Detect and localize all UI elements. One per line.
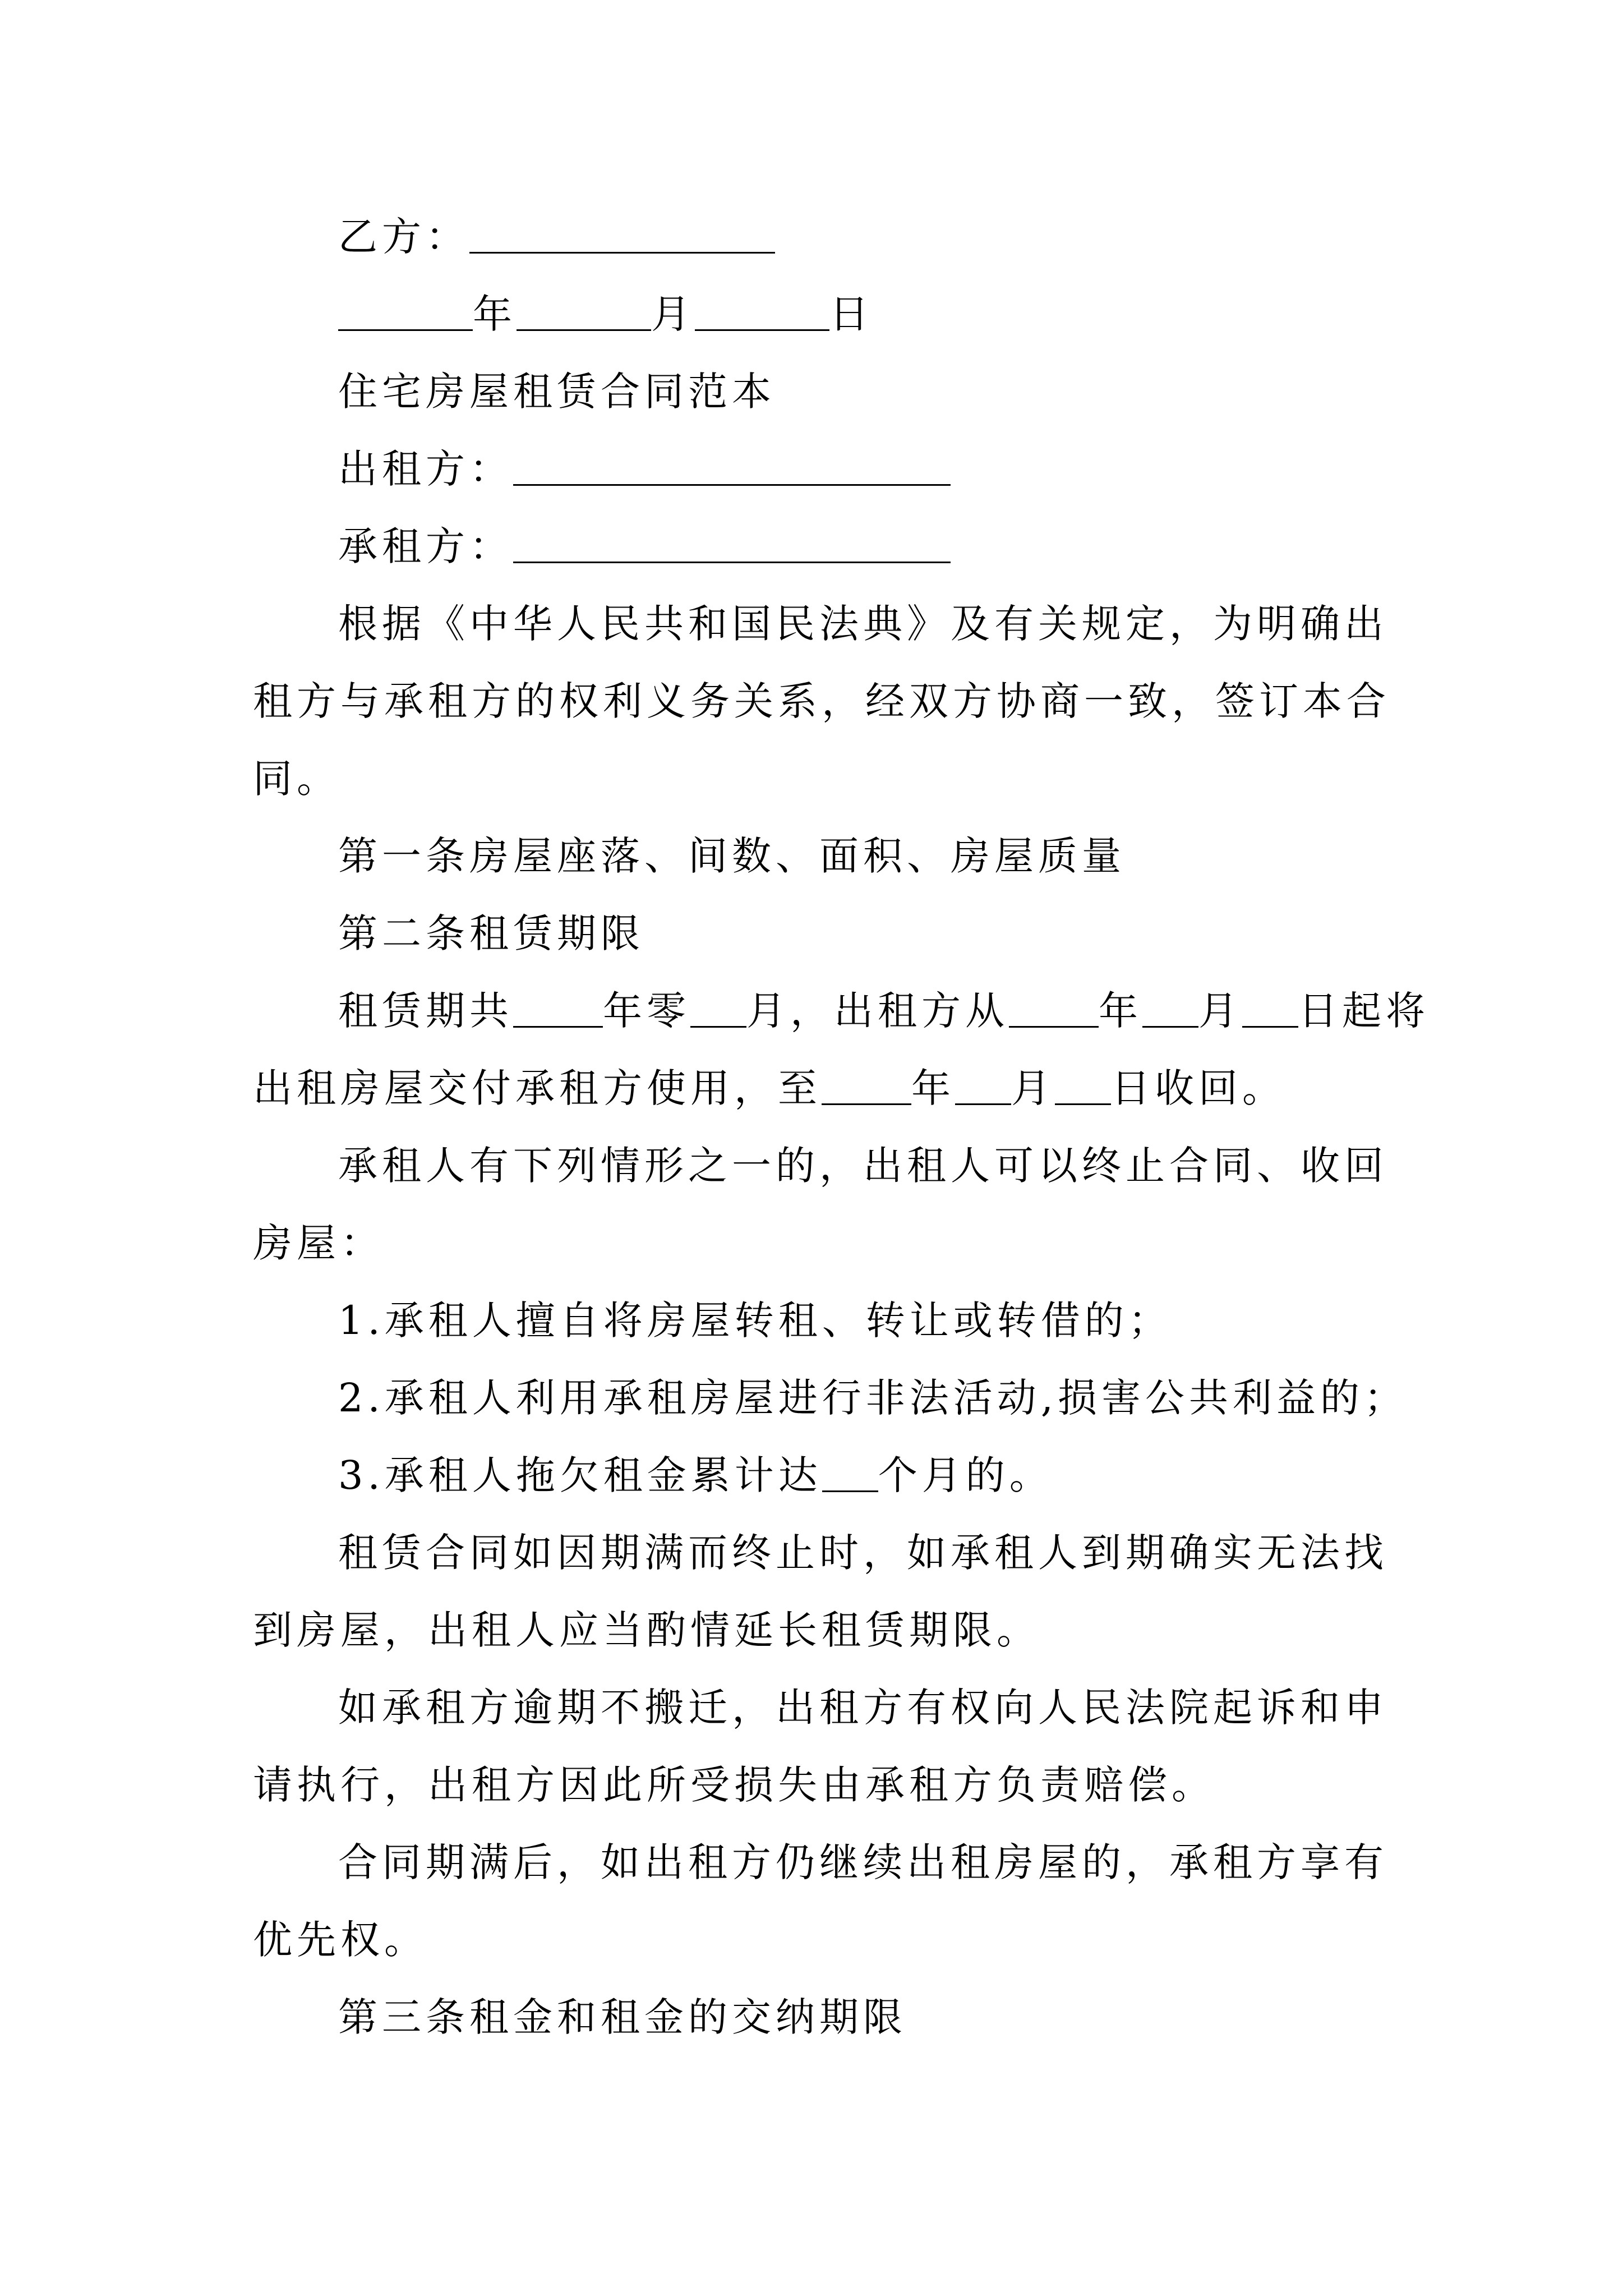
year-label: 年 (473, 291, 517, 337)
termination-line-2: 房屋： (253, 1220, 384, 1266)
term-months-blank[interactable] (690, 989, 746, 1028)
day-label: 日 (829, 291, 873, 337)
term-years-blank[interactable] (513, 989, 603, 1028)
intro-line-3: 同。 (253, 756, 340, 802)
arrears-months-blank[interactable] (822, 1453, 878, 1493)
list-item-3-text: 个月的。 (878, 1452, 1053, 1498)
term-text: 月，出租方从 (746, 988, 1009, 1034)
intro-line-1: 根据《中华人民共和国民法典》及有关规定，为明确出 (338, 601, 1388, 647)
expiry-paragraph (253, 1514, 1391, 1669)
end-day-blank[interactable] (1055, 1066, 1111, 1106)
month-blank[interactable] (517, 292, 651, 332)
list-item-2: 2.承租人利用承租房屋进行非法活动,损害公共利益的； (338, 1375, 1408, 1421)
lessor-label: 出租方： (338, 446, 513, 492)
term-text: 月 (1198, 988, 1242, 1034)
end-year-blank[interactable] (822, 1066, 911, 1106)
intro-line-2: 租方与承租方的权利义务关系，经双方协商一致，签订本合 (253, 678, 1390, 724)
date-line (253, 275, 1391, 353)
lease-term-line-1 (253, 972, 1430, 1050)
priority-line-1: 合同期满后，如出租方仍继续出租房屋的，承租方享有 (338, 1839, 1388, 1885)
term-text: 日收回。 (1111, 1065, 1286, 1111)
contract-title: 住宅房屋租赁合同范本 (338, 369, 776, 415)
priority-line-2: 优先权。 (253, 1917, 428, 1963)
party-b-blank[interactable] (469, 215, 775, 254)
day-blank[interactable] (695, 292, 829, 332)
expiry-line-2: 到房屋，出租人应当酌情延长租赁期限。 (253, 1607, 1040, 1653)
priority-paragraph (253, 1824, 1391, 1978)
list-item-3-text: 3.承租人拖欠租金累计达 (338, 1452, 822, 1498)
overdue-line-2: 请执行，出租方因此所受损失由承租方负责赔偿。 (253, 1762, 1215, 1808)
lease-term-line-2 (253, 1050, 1391, 1127)
start-year-blank[interactable] (1009, 989, 1099, 1028)
intro-paragraph (253, 585, 1391, 817)
end-month-blank[interactable] (955, 1066, 1011, 1106)
termination-paragraph (253, 1127, 1391, 1282)
expiry-line-1: 租赁合同如因期满而终止时，如承租人到期确实无法找 (338, 1530, 1388, 1576)
start-month-blank[interactable] (1142, 989, 1198, 1028)
lessor-line (253, 430, 1391, 508)
article-2-heading: 第二条租赁期限 (338, 910, 644, 956)
term-text: 月 (1011, 1065, 1055, 1111)
termination-line-1: 承租人有下列情形之一的，出租人可以终止合同、收回 (338, 1143, 1388, 1189)
start-day-blank[interactable] (1242, 989, 1298, 1028)
term-text: 出租房屋交付承租方使用，至 (253, 1065, 822, 1111)
term-text: 租赁期共 (338, 988, 513, 1034)
list-item-1: 1.承租人擅自将房屋转租、转让或转借的； (338, 1297, 1172, 1343)
lease-term-paragraph (253, 972, 1430, 1127)
term-text: 年 (911, 1065, 955, 1111)
party-b-signature-line (253, 198, 1391, 275)
list-item-3 (253, 1437, 1391, 1514)
month-label: 月 (651, 291, 695, 337)
lessee-line (253, 508, 1391, 585)
lessee-label: 承租方： (338, 523, 513, 569)
lessor-blank[interactable] (513, 447, 951, 486)
term-text: 日起将 (1298, 988, 1430, 1034)
lessee-blank[interactable] (513, 524, 951, 564)
overdue-paragraph (253, 1669, 1391, 1824)
article-3-heading: 第三条租金和租金的交纳期限 (338, 1994, 907, 2040)
article-1-heading: 第一条房屋座落、间数、面积、房屋质量 (338, 833, 1126, 879)
party-b-label: 乙方： (338, 214, 469, 260)
year-blank[interactable] (338, 292, 473, 332)
term-text: 年 (1099, 988, 1142, 1034)
overdue-line-1: 如承租方逾期不搬迁，出租方有权向人民法院起诉和申 (338, 1685, 1388, 1731)
term-text: 年零 (603, 988, 690, 1034)
contract-text (253, 198, 1430, 2056)
